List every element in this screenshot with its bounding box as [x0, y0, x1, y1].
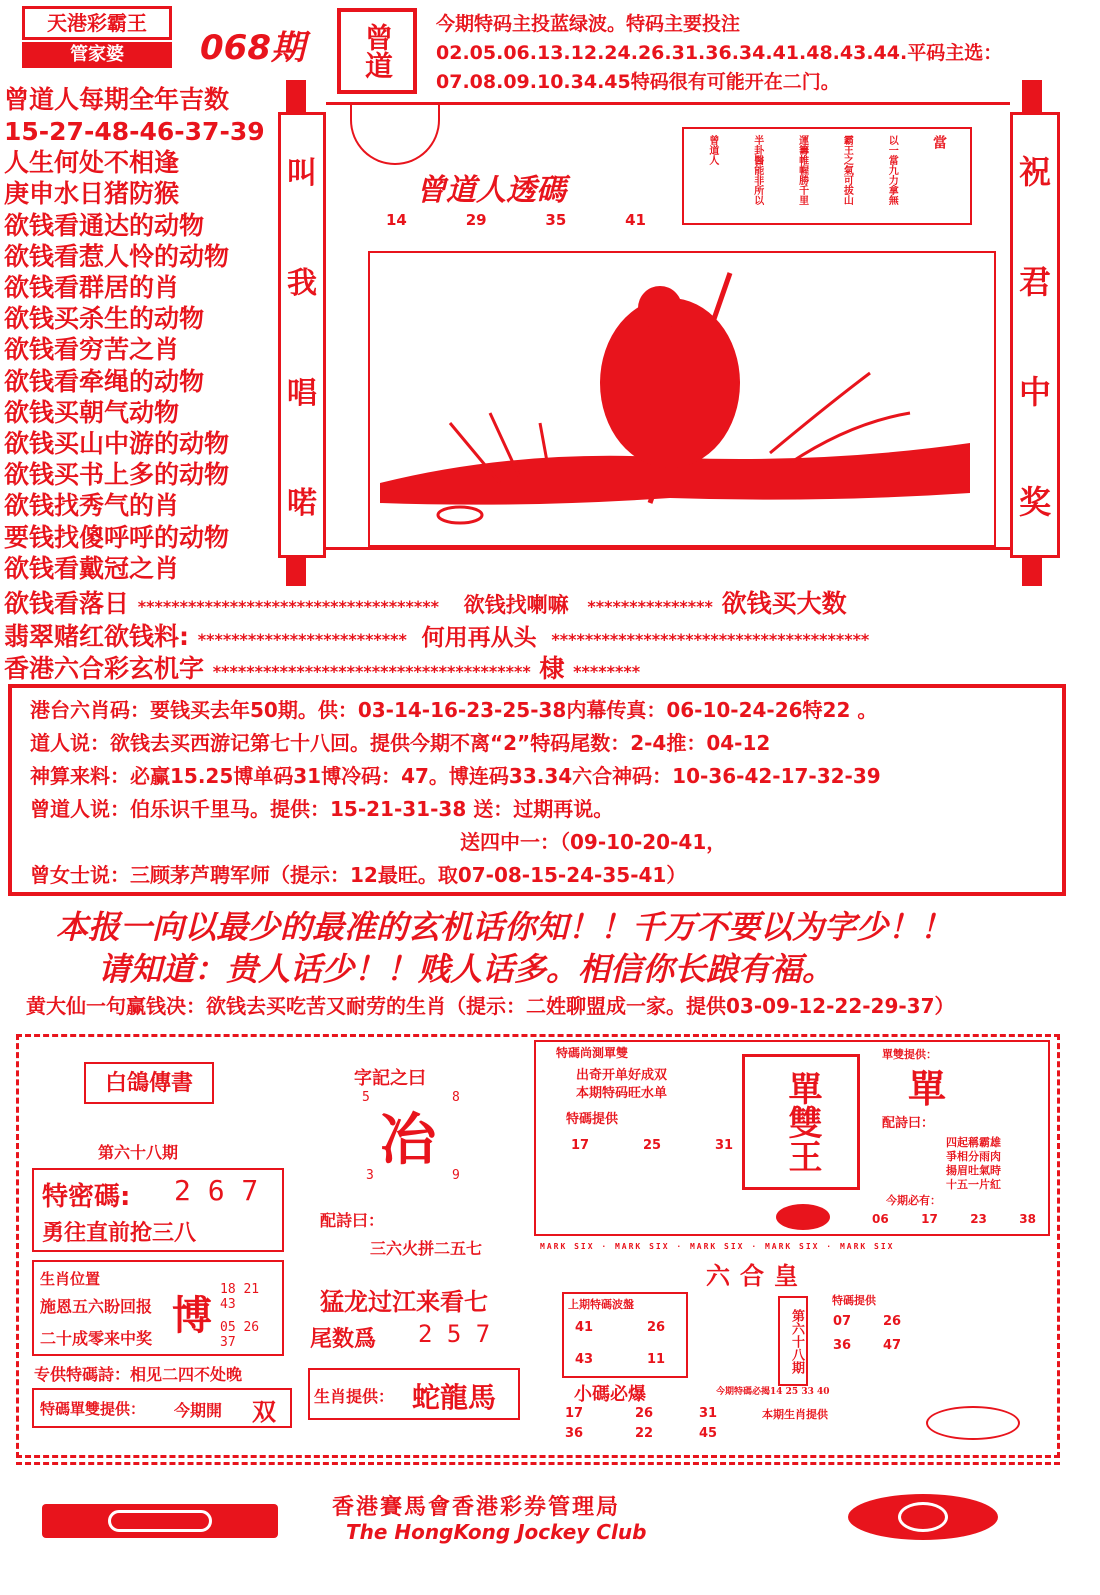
rod-char: 中	[1018, 373, 1051, 411]
stamp-icon	[337, 8, 417, 94]
left-line: 欲钱看群居的肖	[4, 273, 180, 302]
left-line: 欲钱买杀生的动物	[4, 304, 205, 333]
poem-box	[682, 127, 972, 225]
side-sub: 今期必有：	[886, 1194, 941, 1207]
side-number: 17	[921, 1212, 938, 1226]
poem-column: 半卦醫能非所以	[751, 135, 763, 205]
ball-number: 41	[574, 1320, 594, 1335]
bm-tail-value: 2 5 7	[418, 1320, 491, 1348]
seal-icon	[926, 1406, 1020, 1440]
riddle-text: 香港六合彩玄机字	[4, 654, 205, 683]
ball-number: 36	[564, 1426, 584, 1441]
riddle-line-1	[4, 584, 847, 620]
mark-text: MARK SIX	[839, 1242, 895, 1251]
side-poem-line: 揚眉吐氣時	[946, 1164, 1001, 1177]
br-top-line: 本期特码旺水单	[576, 1086, 668, 1101]
bo-char: 博	[172, 1292, 212, 1339]
info-line: 港台六肖码：要钱买去年50期。供：03-14-16-23-25-38内幕传真：06-10-24-26特22 。	[30, 698, 878, 722]
ball-number: 17	[570, 1138, 590, 1153]
slogan-1: 本报一向以最少的最准的玄机话你知！！千万不要以为字少！！	[56, 908, 953, 946]
bm-tail-label: 尾数爲	[310, 1326, 377, 1352]
mark-text: MARK SIX	[764, 1242, 820, 1251]
side-number: 23	[970, 1212, 987, 1226]
ball-number: 31	[714, 1138, 734, 1153]
side-char: 單	[908, 1066, 947, 1111]
big-title: 單雙王	[782, 1071, 822, 1173]
riddle-stars: **************************************	[212, 662, 531, 681]
sx-label: 生肖位置	[40, 1270, 101, 1288]
mark-text: MARK SIX	[540, 1242, 595, 1251]
bm-char: 冶	[380, 1107, 436, 1173]
scroll-bottom-rod-left	[286, 556, 306, 586]
ball-number: 11	[646, 1352, 666, 1367]
left-line: 庚申水日猪防猴	[4, 179, 180, 208]
riddle-stars: **************************************	[551, 630, 870, 649]
bo-nums: 05 26 37	[220, 1320, 260, 1350]
logo-ring-icon	[108, 1510, 212, 1532]
rod-char: 唱	[287, 376, 317, 411]
wave-title: 上期特碼波盤	[568, 1298, 634, 1311]
bird-title: 白鴿傳書	[84, 1062, 214, 1104]
ball-number: 26	[646, 1320, 666, 1335]
bottom-mid-panel	[300, 1044, 526, 1452]
banner-title: 曾道人透碼	[416, 173, 566, 208]
ball-number: 07	[832, 1314, 852, 1329]
tm-provide: 特碼提供	[832, 1294, 876, 1307]
footer-org-en: The HongKong Jockey Club	[346, 1520, 647, 1544]
te-label: 特密碼:	[42, 1182, 131, 1212]
poem-column: 當	[931, 135, 948, 149]
bm-sx-label: 生肖提供：	[314, 1387, 395, 1406]
info-line: 神算来料：必赢15.25博单码31博冷码：47。博连码33.34六合神码：10-36-42-17-32-39	[30, 764, 881, 788]
rod-char: 祝	[1018, 153, 1051, 191]
small-title: 小碼必爆	[574, 1384, 646, 1405]
banner-number: 41	[625, 211, 646, 229]
left-line: 曾道人每期全年吉数	[4, 85, 230, 114]
side-number: 38	[1019, 1212, 1036, 1226]
br-top-line: 出奇开单好成双	[576, 1068, 668, 1083]
stamp-text: 曾道	[361, 23, 394, 79]
br-te-nums	[562, 1138, 742, 1153]
rod-char: 叫	[287, 156, 317, 191]
rod-char: 君	[1018, 263, 1051, 301]
slogan-2: 请知道：贵人话少！！贱人话多。相信你长踉有福。	[98, 950, 835, 988]
side-poem-line: 爭相分雨肉	[946, 1150, 1001, 1163]
flower-icon	[776, 1204, 830, 1230]
sx-line: 二十成零来中奖	[40, 1329, 153, 1348]
poem-column: 霸王之氣可拔山	[841, 135, 853, 205]
bm-slogan: 猛龙过江来看七	[320, 1288, 488, 1316]
riddle-line-2	[4, 617, 869, 653]
bm-num: 5	[362, 1090, 370, 1105]
sx-box	[32, 1260, 284, 1356]
riddle-text: 何用再从头	[421, 625, 537, 651]
te-poem: 专供特碼詩：相见二四不处晚	[34, 1365, 243, 1384]
ball-number: 26	[882, 1314, 902, 1329]
issue-vertical	[778, 1296, 808, 1386]
riddle-line-3	[4, 649, 640, 685]
left-line: 欲钱看惹人怜的动物	[4, 242, 230, 271]
te-code-box	[32, 1168, 284, 1252]
ball-number: 17	[564, 1406, 584, 1421]
dan-shuang-panel	[534, 1040, 1050, 1236]
banner-number: 35	[545, 211, 567, 229]
left-line: 要钱找傻呼呼的动物	[4, 523, 230, 552]
masthead-sub	[22, 42, 172, 68]
riddle-stars: ************************************	[137, 597, 439, 616]
side-nums	[872, 1212, 1036, 1226]
scroll-body	[326, 102, 1010, 550]
ds-value: 今期開	[174, 1401, 223, 1420]
left-line: 欲钱买书上多的动物	[4, 460, 230, 489]
left-column	[0, 84, 280, 594]
te-slogan: 勇往直前抢三八	[42, 1220, 197, 1246]
left-line: 15-27-48-46-37-39	[4, 117, 265, 146]
bm-sx-value: 蛇龍馬	[412, 1381, 497, 1414]
wave-box	[562, 1292, 688, 1378]
poem-column: 以一當九力拿無	[886, 135, 898, 205]
sage-illustration-icon	[370, 253, 994, 545]
footer-org-cn: 香港賽馬會香港彩券管理局	[332, 1494, 621, 1520]
big-title-box	[742, 1054, 860, 1190]
scroll-illustration	[368, 251, 996, 547]
riddle-stars: *************************	[197, 630, 407, 649]
ds-result: 双	[252, 1397, 276, 1426]
side-number: 06	[872, 1212, 889, 1226]
scroll-bottom-rod-right	[1022, 556, 1042, 586]
te-value: 2 6 7	[174, 1174, 259, 1207]
ball-number: 36	[832, 1338, 852, 1353]
issue-v: 第六十八期	[789, 1308, 804, 1374]
liuhe-title: 六合皇	[706, 1261, 808, 1290]
bl-issue: 第六十八期	[98, 1143, 179, 1162]
bm-num: 9	[452, 1168, 460, 1183]
ball-number: 26	[634, 1406, 654, 1421]
poem-column: 運籌帷幄勝千里	[796, 135, 808, 205]
ball-number: 47	[882, 1338, 902, 1353]
info-line: 曾道人说：伯乐识千里马。提供：15-21-31-38 送：过期再说。	[30, 797, 614, 821]
header-notice: 今期特码主投蓝绿波。特码主要投注02.05.06.13.12.24.26.31.36.34.41.48.43.44.平码主选：07.08.09.10.34.45特码很有可能开在二门。	[436, 13, 1003, 93]
footer-logo-right	[848, 1494, 998, 1540]
bm-poem: 三六火拼二五七	[370, 1239, 483, 1258]
mark-text: MARK SIX	[689, 1242, 745, 1251]
bm-title: 字記之曰	[354, 1068, 426, 1089]
left-line: 欲钱买朝气动物	[4, 398, 180, 427]
ds-box	[32, 1388, 292, 1428]
sun-icon	[350, 105, 440, 165]
info-line: 送四中一：（09-10-20-41，	[460, 830, 727, 854]
huang-line: 黄大仙一句赢钱决：欲钱去买吃苦又耐劳的生肖（提示：二姓聊盟成一家。提供03-09-12-22-29-37）	[26, 994, 955, 1018]
small-line: 今期特碼必揭14 25 33 40	[716, 1387, 830, 1397]
ball-number: 31	[698, 1406, 718, 1421]
rod-char: 奖	[1018, 483, 1051, 521]
sx-line: 施恩五六盼回报	[40, 1297, 153, 1316]
sx-provide: 本期生肖提供	[762, 1408, 828, 1421]
scroll-right-panel	[1010, 112, 1060, 558]
footer-logo-left	[42, 1504, 278, 1538]
divider	[16, 1462, 1060, 1465]
ball-number: 22	[634, 1426, 654, 1441]
logo-emblem-icon	[898, 1502, 948, 1532]
side-title: 單雙提供：	[882, 1048, 937, 1061]
rod-char: 我	[287, 266, 317, 301]
riddle-text: 欲钱看落日	[4, 589, 130, 618]
banner-number: 14	[386, 211, 407, 229]
side-poem-line: 十五一片紅	[946, 1178, 1001, 1191]
banner-number: 29	[465, 211, 487, 229]
ds-label: 特碼單雙提供：	[40, 1400, 146, 1418]
side-poem-line: 四起稱霸雄	[946, 1136, 1001, 1149]
riddle-text: 翡翠赌红欲钱料:	[4, 622, 189, 651]
br-te-provide: 特碼提供	[566, 1112, 619, 1127]
scroll-top-rod-right	[1022, 80, 1042, 114]
masthead-line-1: 天港彩霸王	[47, 11, 147, 35]
bottom-left-panel	[24, 1044, 294, 1452]
bo-nums: 18 21 43	[220, 1282, 260, 1312]
poem-column: 曾道人	[706, 135, 718, 165]
ball-number: 25	[642, 1138, 662, 1153]
riddle-text: 欲钱买大数	[721, 589, 847, 618]
liuhe-panel	[556, 1256, 1044, 1446]
bm-num: 8	[452, 1090, 460, 1105]
masthead-line-2: 管家婆	[70, 44, 124, 65]
bm-num: 3	[366, 1168, 374, 1183]
riddle-text: 欲钱找喇嘛	[463, 593, 569, 617]
info-line: 道人说：欲钱去买西游记第七十八回。提供今期不离“2”特码尾数：2-4推：04-12	[30, 731, 771, 755]
mark-strip: MARK SIX · MARK SIX · MARK SIX · MARK SIX · MARK SIX	[540, 1242, 895, 1251]
scroll-top-rod-left	[286, 80, 306, 114]
banner-numbers	[386, 211, 646, 229]
info-line: 曾女士说：三顾茅芦聘军师（提示：12最旺。取07-08-15-24-35-41）	[30, 863, 687, 887]
left-line: 欲钱买山中游的动物	[4, 429, 230, 458]
issue-number: 068期	[200, 28, 305, 68]
bm-poem-label: 配詩曰：	[320, 1211, 385, 1230]
ball-number: 43	[574, 1352, 594, 1367]
br-top-title: 特碼尚測單雙	[556, 1046, 629, 1060]
left-line: 人生何处不相逢	[4, 148, 180, 177]
scroll-left-panel	[278, 112, 326, 558]
side-poem-label: 配詩曰：	[882, 1116, 935, 1131]
riddle-stars: ********	[573, 662, 641, 681]
left-line: 欲钱看戴冠之肖	[4, 554, 180, 583]
bm-sx-box	[308, 1368, 520, 1420]
left-line: 欲钱看穷苦之肖	[4, 335, 180, 364]
masthead-logo	[22, 6, 172, 40]
rod-char: 喏	[287, 486, 317, 521]
ball-number: 45	[698, 1426, 718, 1441]
riddle-stars: ***************	[587, 597, 713, 616]
mark-text: MARK SIX	[614, 1242, 670, 1251]
riddle-text: 棣	[539, 654, 565, 683]
left-line: 欲钱看通达的动物	[4, 211, 205, 240]
left-line: 欲钱找秀气的肖	[4, 491, 180, 520]
info-box	[8, 684, 1066, 896]
left-line: 欲钱看牵绳的动物	[4, 367, 205, 396]
